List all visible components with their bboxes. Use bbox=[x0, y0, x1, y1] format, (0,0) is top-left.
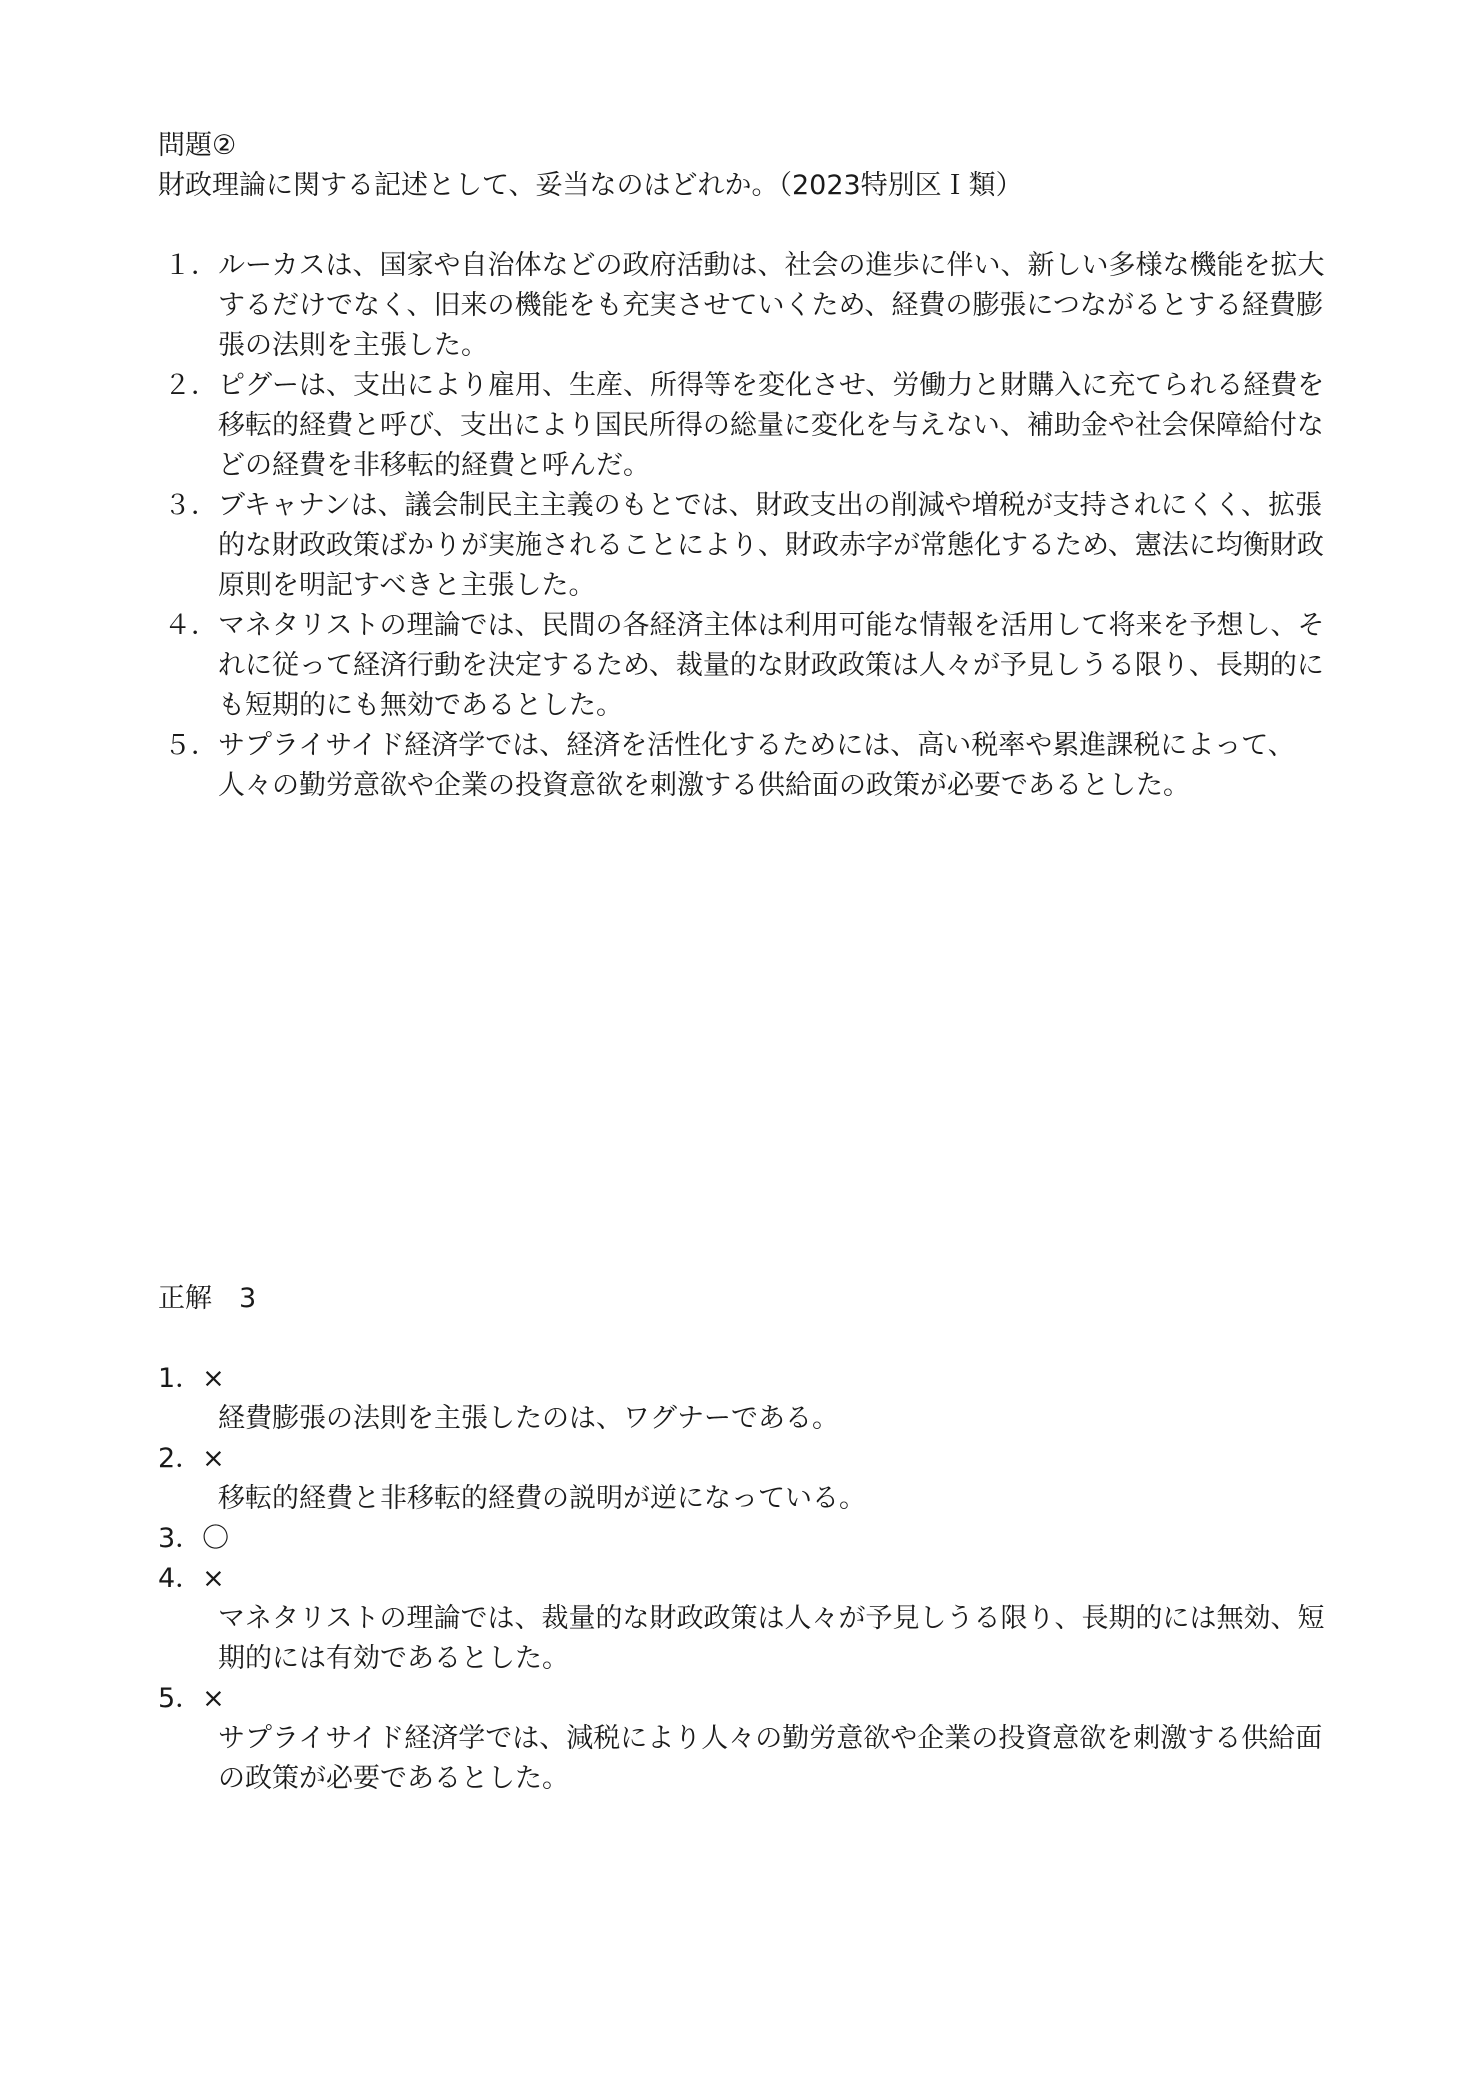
explanation-mark: 5．× bbox=[158, 1683, 225, 1714]
explanation-item-1 bbox=[158, 1359, 1328, 1439]
choice-item-5 bbox=[158, 726, 1328, 806]
choice-number: １． bbox=[164, 250, 218, 281]
choice-text: サプライサイド経済学では、経済を活性化するためには、高い税率や累進課税によって、人々の勤労意欲や企業の投資意欲を刺激する供給面の政策が必要であるとした。 bbox=[218, 730, 1295, 801]
choice-number: ５． bbox=[164, 730, 218, 761]
explanation-item-5 bbox=[158, 1679, 1328, 1799]
choice-number: ４． bbox=[164, 610, 218, 641]
explanation-mark: 3．〇 bbox=[158, 1523, 230, 1554]
explanation-text: サプライサイド経済学では、減税により人々の勤労意欲や企業の投資意欲を刺激する供給面の政策が必要であるとした。 bbox=[218, 1723, 1323, 1794]
choice-number: ３． bbox=[164, 490, 218, 521]
explanation-list bbox=[158, 1359, 1328, 1799]
explanation-item-2 bbox=[158, 1439, 1328, 1519]
explanation-item-4 bbox=[158, 1559, 1328, 1679]
choice-number: ２． bbox=[164, 370, 218, 401]
explanation-text: 経費膨張の法則を主張したのは、ワグナーである。 bbox=[218, 1403, 839, 1434]
explanation-mark: 4．× bbox=[158, 1563, 225, 1594]
choice-text: マネタリストの理論では、民間の各経済主体は利用可能な情報を活用して将来を予想し、それに従って経済行動を決定するため、裁量的な財政政策は人々が予見しうる限り、長期的にも短期的にも無効であるとした。 bbox=[218, 610, 1325, 721]
choice-text: ブキャナンは、議会制民主主義のもとでは、財政支出の削減や増税が支持されにくく、拡張的な財政政策ばかりが実施されることにより、財政赤字が常態化するため、憲法に均衡財政原則を明記すべきと主張した。 bbox=[218, 490, 1324, 601]
question-section bbox=[158, 126, 1328, 806]
answer-heading: 正解 3 bbox=[158, 1283, 257, 1314]
answer-section bbox=[158, 1279, 1328, 1799]
explanation-item-3 bbox=[158, 1519, 1328, 1559]
choice-text: ルーカスは、国家や自治体などの政府活動は、社会の進歩に伴い、新しい多様な機能を拡大するだけでなく、旧来の機能をも充実させていくため、経費の膨張につながるとする経費膨張の法則を主張した。 bbox=[218, 250, 1325, 361]
choice-item-3 bbox=[158, 486, 1328, 606]
explanation-mark: 2．× bbox=[158, 1443, 225, 1474]
choice-text: ピグーは、支出により雇用、生産、所得等を変化させ、労働力と財購入に充てられる経費を移転的経費と呼び、支出により国民所得の総量に変化を与えない、補助金や社会保障給付などの経費を非移転的経費と呼んだ。 bbox=[218, 370, 1325, 481]
choice-item-1 bbox=[158, 246, 1328, 366]
question-title: 問題② bbox=[158, 130, 237, 161]
explanation-text: 移転的経費と非移転的経費の説明が逆になっている。 bbox=[218, 1483, 866, 1514]
choice-item-4 bbox=[158, 606, 1328, 726]
question-stem: 財政理論に関する記述として、妥当なのはどれか。（2023特別区Ｉ類） bbox=[158, 170, 1023, 201]
choice-item-2 bbox=[158, 366, 1328, 486]
explanation-mark: 1．× bbox=[158, 1363, 225, 1394]
explanation-text: マネタリストの理論では、裁量的な財政政策は人々が予見しうる限り、長期的には無効、短期的には有効であるとした。 bbox=[218, 1603, 1325, 1674]
choice-list bbox=[158, 246, 1328, 806]
